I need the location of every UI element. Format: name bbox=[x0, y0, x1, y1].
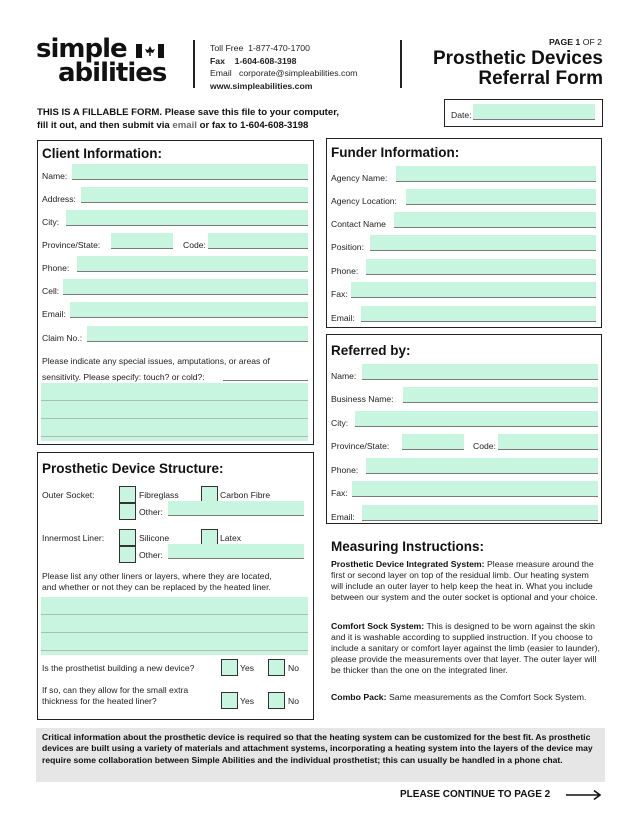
allow-yes-label: Yes bbox=[240, 696, 255, 706]
outer-socket-label: Outer Socket: bbox=[42, 490, 95, 500]
client-email-field[interactable] bbox=[70, 302, 308, 318]
logo bbox=[36, 36, 196, 88]
referrer-phone-label: Phone: bbox=[331, 465, 359, 475]
new-device-yes-label: Yes bbox=[240, 663, 255, 673]
page-label: PAGE bbox=[549, 37, 573, 47]
fax-label: Fax bbox=[210, 55, 225, 66]
innermost-liner-label: Innermost Liner: bbox=[42, 533, 105, 543]
referrer-code-label: Code: bbox=[473, 441, 496, 451]
silicone-checkbox[interactable] bbox=[119, 529, 136, 546]
allow-thickness-line1: If so, can they allow for the small extra bbox=[42, 685, 189, 695]
new-device-no-checkbox[interactable] bbox=[268, 659, 285, 676]
form-title-line1: Prosthetic Devices bbox=[432, 48, 603, 69]
arrow-right-icon bbox=[566, 788, 602, 800]
new-device-question: Is the prosthetist building a new device? bbox=[42, 663, 195, 673]
measuring-comfort-sock bbox=[331, 621, 601, 676]
client-code-label: Code: bbox=[183, 240, 206, 250]
page-of: OF 2 bbox=[582, 37, 602, 47]
funder-position-field[interactable] bbox=[370, 235, 596, 251]
carbon-fibre-label: Carbon Fibre bbox=[220, 490, 271, 500]
header-divider-left bbox=[193, 40, 195, 88]
new-device-no-label: No bbox=[288, 663, 299, 673]
fillable-notice-line2a: fill it out, and then submit via bbox=[37, 120, 170, 131]
fillable-notice bbox=[37, 106, 339, 132]
measuring-comfort-text: This is designed to be worn against the skin and it is washable according to supplied instruction. If you choose to include a sanitary or comfort layer against the limb (easier to launder), please provide the measurements over that layer. The outer layer will be thicker than the one on the integrated liner. bbox=[331, 621, 600, 675]
client-province-field[interactable] bbox=[111, 233, 173, 249]
funder-email-label: Email: bbox=[331, 313, 355, 323]
business-name-field[interactable] bbox=[403, 387, 598, 403]
referrer-phone-field[interactable] bbox=[366, 458, 598, 474]
silicone-label: Silicone bbox=[139, 533, 170, 543]
referrer-code-field[interactable] bbox=[498, 434, 598, 450]
contact-name-field[interactable] bbox=[394, 212, 596, 228]
client-phone-label: Phone: bbox=[42, 263, 70, 273]
client-address-label: Address: bbox=[42, 194, 76, 204]
fibreglass-checkbox[interactable] bbox=[119, 486, 136, 503]
client-name-field[interactable] bbox=[72, 164, 308, 180]
funder-title: Funder Information: bbox=[331, 145, 460, 160]
client-cell-field[interactable] bbox=[63, 279, 308, 295]
agency-name-label: Agency Name: bbox=[331, 173, 388, 183]
date-field[interactable] bbox=[473, 104, 595, 120]
funder-phone-field[interactable] bbox=[366, 259, 596, 275]
form-title-line2: Referral Form bbox=[478, 68, 603, 89]
form-title bbox=[433, 49, 603, 89]
special-issues-line2: sensitivity. Please specify: touch? or cold?: bbox=[42, 372, 205, 382]
special-issues-field[interactable] bbox=[41, 383, 308, 441]
referrer-fax-label: Fax: bbox=[331, 488, 348, 498]
latex-label: Latex bbox=[220, 533, 242, 543]
continue-label: PLEASE CONTINUE TO PAGE 2 bbox=[400, 789, 551, 800]
client-city-label: City: bbox=[42, 217, 60, 227]
special-issues-inline-line bbox=[223, 380, 308, 381]
measuring-integrated-text: Please measure around the first or second layer on top of the residual limb. Our heating system will include an outer layer to help keep the heat in. What you include between our system and the outer socket is optional and your choice. bbox=[331, 559, 598, 602]
outer-other-label: Other: bbox=[139, 507, 163, 517]
client-address-field[interactable] bbox=[81, 187, 308, 203]
fibreglass-label: Fibreglass bbox=[139, 490, 179, 500]
business-name-label: Business Name: bbox=[331, 394, 394, 404]
toll-free-label: Toll Free bbox=[210, 43, 244, 53]
other-liners-line1: Please list any other liners or layers, where they are located, bbox=[42, 571, 272, 581]
contact-block bbox=[210, 42, 357, 92]
measuring-combo bbox=[331, 692, 601, 703]
client-name-label: Name: bbox=[42, 171, 68, 181]
fillable-notice-line2b: or fax to 1-604-608-3198 bbox=[199, 120, 309, 131]
critical-info-text: Critical information about the prosthetic device is required so that the heating system can be customized for the best fit. As prosthetic devices are built using a variety of materials and attachment systems, incorporating a heating system into the layers of the device may require some collaboration between Simple Abilities and the individual prosthetist; this can usually be handled in a phone chat. bbox=[42, 732, 593, 765]
fax-number: 1-604-608-3198 bbox=[234, 55, 297, 66]
allow-yes-checkbox[interactable] bbox=[221, 692, 238, 709]
referrer-fax-field[interactable] bbox=[352, 481, 598, 497]
special-issues-line1: Please indicate any special issues, amputations, or areas of bbox=[42, 356, 270, 366]
page-number: 1 bbox=[575, 37, 581, 47]
client-province-label: Province/State: bbox=[42, 240, 101, 250]
agency-name-field[interactable] bbox=[396, 166, 596, 182]
referrer-email-label: Email: bbox=[331, 512, 355, 522]
critical-info-note bbox=[36, 728, 605, 782]
other-liners-line2: and whether or not they can be replaced by the heated liner. bbox=[42, 582, 271, 592]
agency-location-field[interactable] bbox=[406, 189, 596, 205]
referrer-email-field[interactable] bbox=[362, 505, 598, 521]
client-title: Client Information: bbox=[42, 146, 162, 161]
referrer-province-label: Province/State: bbox=[331, 441, 390, 451]
logo-line2: abilities bbox=[58, 58, 167, 88]
header-divider-right bbox=[400, 40, 402, 88]
inner-other-field[interactable] bbox=[168, 544, 304, 559]
measuring-combo-text: Same measurements as the Comfort Sock System. bbox=[388, 692, 587, 702]
client-cell-label: Cell: bbox=[42, 286, 60, 296]
referrer-name-label: Name: bbox=[331, 371, 357, 381]
client-claim-label: Claim No.: bbox=[42, 333, 83, 343]
contact-name-label: Contact Name bbox=[331, 219, 386, 229]
outer-other-checkbox[interactable] bbox=[119, 503, 136, 520]
referrer-name-field[interactable] bbox=[362, 364, 598, 380]
measuring-comfort-title: Comfort Sock System: bbox=[331, 621, 425, 631]
measuring-title: Measuring Instructions: bbox=[331, 539, 485, 554]
new-device-yes-checkbox[interactable] bbox=[221, 659, 238, 676]
date-label: Date: bbox=[451, 110, 472, 120]
referrer-province-field[interactable] bbox=[402, 434, 464, 450]
funder-position-label: Position: bbox=[331, 242, 364, 252]
referrer-city-label: City: bbox=[331, 418, 349, 428]
measuring-integrated bbox=[331, 559, 601, 603]
referrer-city-field[interactable] bbox=[355, 411, 598, 427]
measuring-integrated-title: Prosthetic Device Integrated System: bbox=[331, 559, 485, 569]
client-claim-field[interactable] bbox=[87, 326, 308, 342]
other-liners-field[interactable] bbox=[41, 597, 308, 655]
toll-free-number[interactable]: 1-877-470-1700 bbox=[248, 43, 310, 53]
referred-title: Referred by: bbox=[331, 343, 411, 358]
funder-fax-label: Fax: bbox=[331, 289, 348, 299]
funder-email-field[interactable] bbox=[361, 306, 596, 322]
allow-no-checkbox[interactable] bbox=[268, 692, 285, 709]
page-indicator bbox=[549, 37, 602, 47]
funder-phone-label: Phone: bbox=[331, 266, 359, 276]
allow-no-label: No bbox=[288, 696, 299, 706]
funder-fax-field[interactable] bbox=[351, 282, 596, 298]
client-code-field[interactable] bbox=[208, 233, 308, 249]
fillable-notice-line1: THIS IS A FILLABLE FORM. Please save this file to your computer, bbox=[37, 107, 340, 118]
logo-line1: simple bbox=[36, 34, 127, 64]
contact-email-link[interactable]: corporate@simpleabilities.com bbox=[238, 68, 358, 78]
inner-other-checkbox[interactable] bbox=[119, 546, 136, 563]
email-link[interactable]: email bbox=[172, 120, 197, 131]
canada-flag-icon bbox=[136, 44, 164, 58]
website-link[interactable]: www.simpleabilities.com bbox=[210, 80, 313, 91]
allow-thickness-line2: thickness for the heated liner? bbox=[42, 696, 157, 706]
outer-other-field[interactable] bbox=[168, 501, 304, 516]
client-phone-field[interactable] bbox=[77, 256, 308, 272]
client-email-label: Email: bbox=[42, 309, 66, 319]
client-city-field[interactable] bbox=[66, 210, 308, 226]
agency-location-label: Agency Location: bbox=[331, 196, 397, 206]
email-label: Email bbox=[210, 68, 232, 78]
measuring-combo-title: Combo Pack: bbox=[331, 692, 387, 702]
structure-title: Prosthetic Device Structure: bbox=[42, 461, 224, 476]
inner-other-label: Other: bbox=[139, 550, 163, 560]
